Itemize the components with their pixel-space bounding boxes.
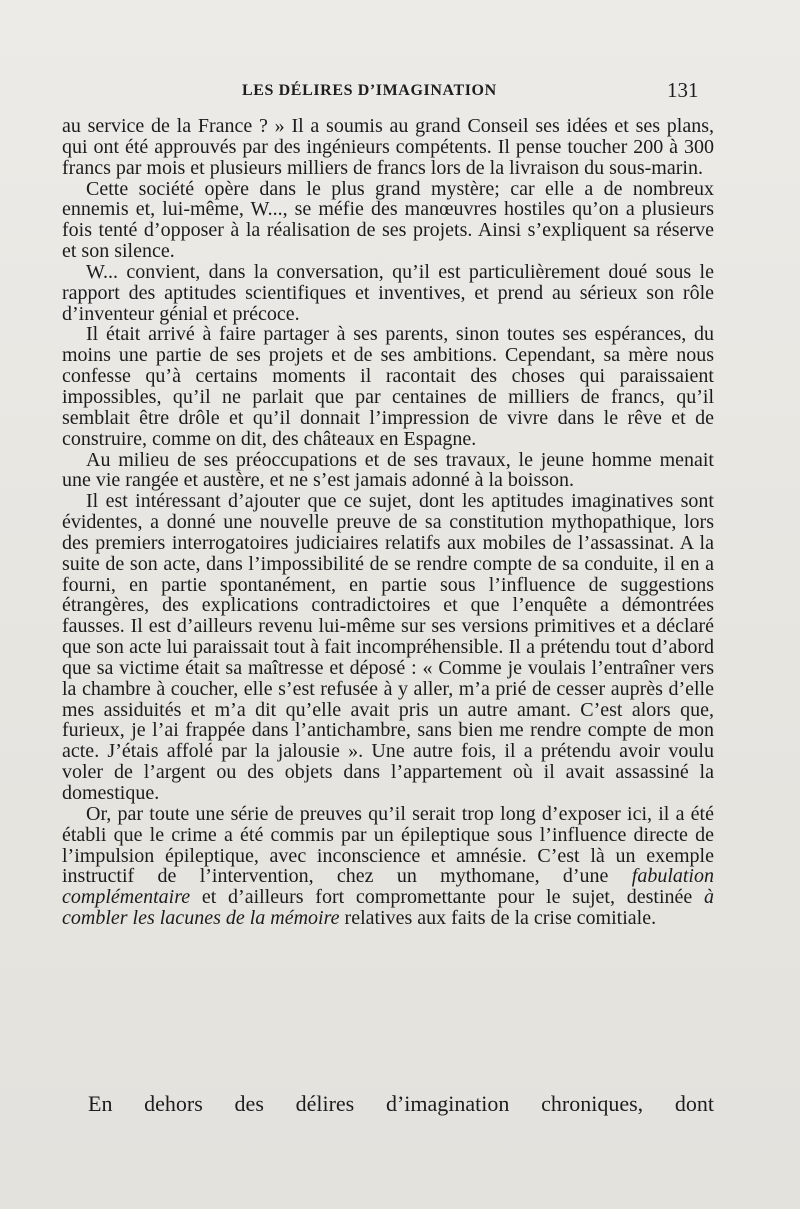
- paragraph-1: au service de la France ? » Il a soumis au grand Conseil ses idées et ses plans, qui ont été approuvés par des ingénieurs compétents. Il pense toucher 200 à 300 francs par mois et plusieurs milliers de francs lors de la livraison du sous-marin.: [62, 115, 714, 179]
- paragraph-7-text-3: relatives aux faits de la crise comitiale.: [339, 907, 657, 930]
- page-number: 131: [667, 78, 699, 102]
- paragraph-2: Cette société opère dans le plus grand mystère; car elle a de nombreux ennemis et, lui-même, W..., se méfie des manœuvres hostiles qu’on a plusieurs fois tenté d’opposer à la réalisation de ses projets. Ainsi s’expliquent sa réserve et son silence.: [62, 177, 714, 263]
- paragraph-6: Il est intéressant d’ajouter que ce sujet, dont les aptitudes imaginatives sont évidentes, a donné une nouvelle preuve de sa constitution mythopathique, lors des premiers interrogatoires judiciaires relatifs aux mobiles de l’assassinat. A la suite de son acte, dans l’impossibilité de se rendre compte de sa conduite, il en a fourni, en partie spontanément, en partie sous l’influence de suggestions étrangères, des explications contradictoires et que l’enquête a démontrées fausses. Il est d’ailleurs revenu lui-même sur ses versions primitives et a déclaré que son acte lui paraissait tout à fait incompréhensible. Il a prétendu tout d’abord que sa victime était sa maîtresse et déposé : « Comme je voulais l’entraîner vers la chambre à coucher, elle s’est refusée à y aller, m’a prié de cesser auprès d’elle mes assiduités et m’a dit qu’elle avait pris un autre amant. C’est alors que, furieux, je l’ai frappée dans l’antichambre, sans bien me rendre compte de mon acte. J’étais affolé par la jalousie ». Une autre fois, il a prétendu avoir voulu voler de l’argent ou des objets dans l’appartement où il avait assassiné la domestique.: [62, 490, 714, 804]
- running-title: LES DÉLIRES D’IMAGINATION: [242, 82, 497, 99]
- paragraph-7-text-2: et d’ailleurs fort compromettante pour le sujet, destinée: [190, 886, 704, 909]
- paragraph-3: W... convient, dans la conversation, qu’il est particulièrement doué sous le rapport des aptitudes scientifiques et inventives, et prend au sérieux son rôle d’inventeur génial et précoce.: [62, 260, 714, 325]
- closing-line: En dehors des délires d’imagination chroniques, dont: [88, 1091, 714, 1116]
- italic-phrase-lacunes: à combler les lacunes de la mémoire: [62, 886, 714, 930]
- paragraph-5: Au milieu de ses préoccupations et de ses travaux, le jeune homme menait une vie rangée et austère, et ne s’est jamais adonné à la boisson.: [62, 448, 714, 492]
- body-text: [62, 116, 714, 929]
- paragraph-4: Il était arrivé à faire partager à ses parents, sinon toutes ses espérances, du moins une partie de ses projets et de ses ambitions. Cependant, sa mère nous confesse qu’à certains moments il racontait des choses qui paraissaient impossibles, qu’il ne parlait que par centaines de milliers de francs, qu’il semblait être drôle et qu’il donnait l’impression de vivre dans le rêve et de construire, comme on dit, des châteaux en Espagne.: [62, 323, 714, 450]
- italic-phrase-fabulation: fabulation complémentaire: [62, 865, 714, 909]
- paragraph-7: [62, 804, 714, 929]
- paragraph-7-text-1: Or, par toute une série de preuves qu’il serait trop long d’exposer ici, il a été établi que le crime a été commis par un épileptique sous l’influence directe de l’impulsion épileptique, avec inconscience et amnésie. C’est là un exemple instructif de l’intervention, chez un mythomane, d’une: [62, 802, 714, 888]
- page-header: [0, 78, 800, 108]
